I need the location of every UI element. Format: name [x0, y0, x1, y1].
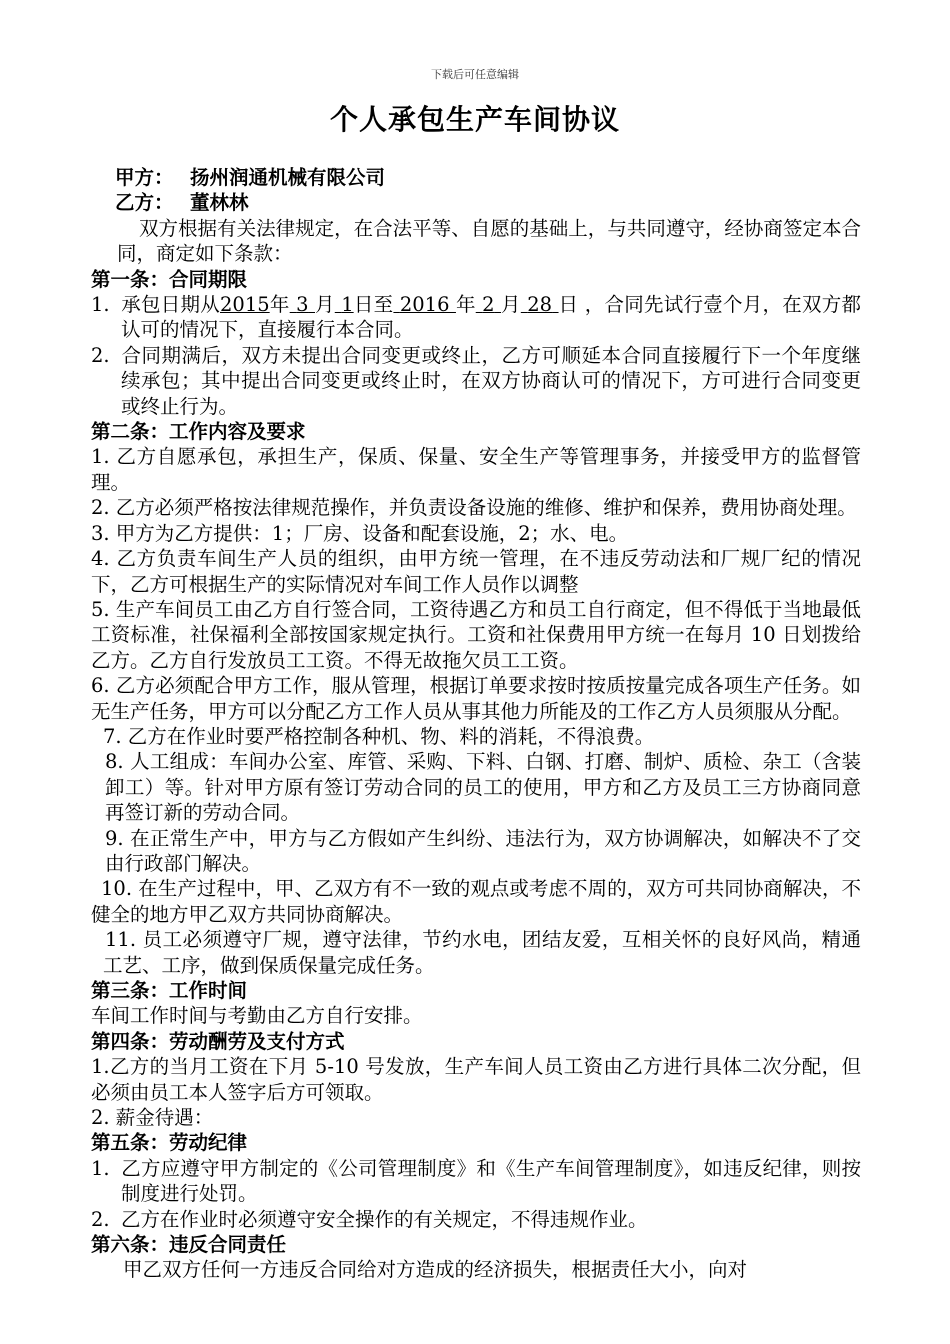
article-4-heading: 第四条：劳动酬劳及支付方式: [91, 1029, 345, 1053]
article-6-heading: 第六条：违反合同责任: [91, 1233, 287, 1257]
item-text: 年: [269, 293, 290, 317]
article-2-item-7: 7. 乙方在作业时要严格控制各种机、物、料的消耗，不得浪费。: [103, 724, 655, 748]
end-month: 2: [482, 293, 495, 317]
article-2-item-3: 3. 甲方为乙方提供：1；厂房、设备和配套设施，2；水、电。: [91, 521, 629, 545]
document-title: 个人承包生产车间协议: [329, 103, 620, 136]
article-2-item-6: 6. 乙方必须配合甲方工作，服从管理，根据订单要求按时按质按量完成各项生产任务。如无生产任务，甲方可以分配乙方工作人员从事其他力所能及的工作乙方人员须服从分配。: [91, 674, 861, 723]
article-2-item-9: 9. 在正常生产中，甲方与乙方假如产生纠纷、违法行为，双方协调解决，如解决不了交由行政部门解决。: [105, 826, 861, 875]
article-1-heading: 第一条：合同期限: [91, 267, 248, 291]
item-number: 1.: [91, 1156, 110, 1180]
article-2-item-10: 10. 在生产过程中，甲、乙双方有不一致的观点或考虑不周的，双方可共同协商解决，不健全的地方甲乙双方共同协商解决。: [91, 877, 861, 926]
party-a-name: 扬州润通机械有限公司: [190, 166, 386, 189]
article-2-item-4: 4. 乙方负责车间生产人员的组织，由甲方统一管理，在不违反劳动法和厂规厂纪的情况下，乙方可根据生产的实际情况对车间工作人员作以调整: [91, 547, 861, 596]
document-body: [91, 165, 861, 1283]
party-a-label: 甲方：: [115, 166, 174, 189]
item-text: 合同期满后，双方未提出合同变更或终止，乙方可顺延本合同直接履行下一个年度继续承包；其中提出合同变更或终止时，在双方协商认可的情况下，方可进行合同变更或终止行为。: [121, 343, 861, 418]
start-year: 2015: [220, 293, 270, 317]
article-4-item-1: 1.乙方的当月工资在下月 5-10 号发放，生产车间人员工资由乙方进行具体二次分配，但必须由员工本人签字后方可领取。: [91, 1055, 861, 1104]
party-a-line: [91, 165, 861, 190]
item-text: 乙方在作业时必须遵守安全操作的有关规定，不得违规作业。: [121, 1207, 648, 1231]
article-5-heading: 第五条：劳动纪律: [91, 1131, 248, 1155]
article-2-item-11: 11. 员工必须遵守厂规，遵守法律，节约水电，团结友爱，互相关怀的良好风尚，精通工艺、工序，做到保质保量完成任务。: [103, 928, 861, 977]
article-6-text: 甲乙双方任何一方违反合同给对方造成的经济损失，根据责任大小，向对: [123, 1258, 748, 1282]
article-4-item-2: 2. 薪金待遇：: [91, 1106, 214, 1130]
item-text: 乙方应遵守甲方制定的《公司管理制度》和《生产车间管理制度》，如违反纪律，则按制度进行处罚。: [121, 1156, 861, 1206]
item-number: 2.: [91, 1207, 110, 1231]
article-2-item-8: 8. 人工组成：车间办公室、库管、采购、下料、白钢、打磨、制炉、质检、杂工（含装卸工）等。针对甲方原有签订劳动合同的员工的使用，甲方和乙方及员工三方协商同意再签订新的劳动合同。: [105, 750, 861, 825]
article-2-item-5: 5. 生产车间员工由乙方自行签合同，工资待遇乙方和员工自行商定，但不得低于当地最低工资标准，社保福利全部按国家规定执行。工资和社保费用甲方统一在每月 10 日划拨给乙方。乙方自行发放员工工资。不得无故拖欠员工工资。: [91, 597, 861, 672]
end-day: 28: [527, 293, 553, 317]
header-note: 下载后可任意编辑: [431, 68, 519, 81]
article-3-heading: 第三条：工作时间: [91, 979, 248, 1002]
article-1-item-1: [91, 292, 861, 343]
item-number: 1.: [91, 293, 110, 317]
item-text: 日至: [353, 293, 394, 317]
start-day: 1: [341, 293, 354, 317]
item-text: 月: [315, 293, 335, 317]
end-year: 2016: [399, 293, 450, 317]
article-5-item-1: [91, 1156, 861, 1207]
item-text: 月: [501, 293, 521, 317]
party-b-line: [91, 190, 861, 215]
article-2-item-1: 1. 乙方自愿承包，承担生产，保质、保量、安全生产等管理事务，并接受甲方的监督管理。: [91, 445, 861, 494]
article-2-item-2: 2. 乙方必须严格按法律规范操作，并负责设备设施的维修、维护和保养，费用协商处理。: [91, 496, 857, 520]
item-text: 年: [455, 293, 476, 317]
intro-paragraph: 双方根据有关法律规定，在合法平等、自愿的基础上，与共同遵守，经协商签定本合同，商定如下条款：: [117, 216, 861, 266]
article-5-item-2: [91, 1207, 861, 1232]
item-number: 2.: [91, 343, 110, 367]
article-1-item-2: [91, 343, 861, 419]
party-b-label: 乙方：: [115, 191, 174, 215]
article-3-text: 车间工作时间与考勤由乙方自行安排。: [91, 1004, 423, 1028]
item-text: 承包日期从: [121, 293, 221, 317]
start-month: 3: [296, 293, 309, 317]
item-text: 日 ，合同先试行壹个月，在双方都认可的情况下，直接履行本合同。: [121, 293, 861, 342]
article-2-heading: 第二条：工作内容及要求: [91, 420, 306, 444]
party-b-name: 董林林: [190, 191, 249, 215]
